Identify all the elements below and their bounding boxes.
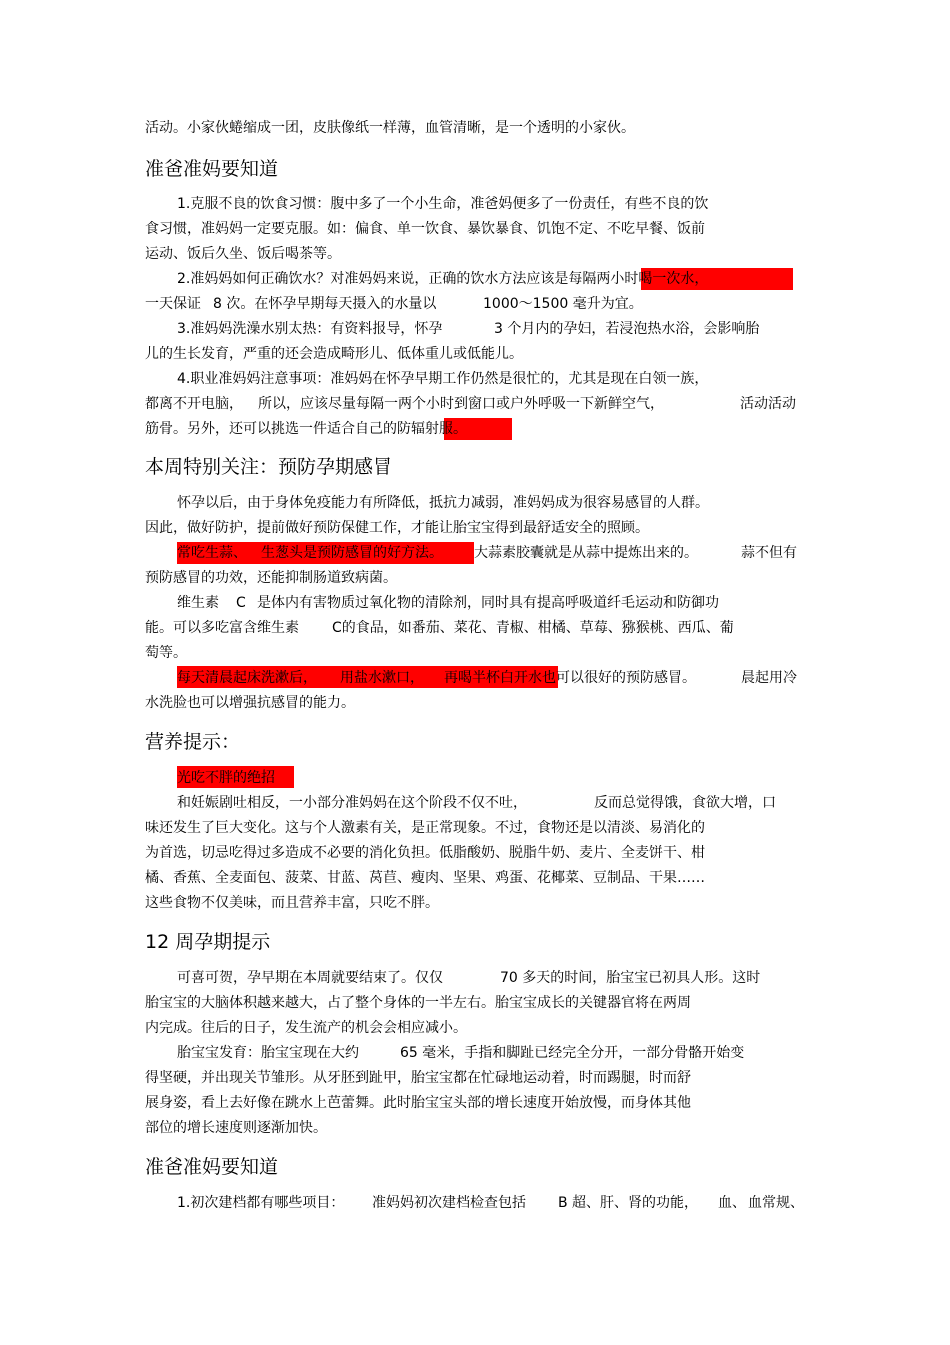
paragraph-line: 4.职业准妈妈注意事项：准妈妈在怀孕早期工作仍然是很忙的，尤其是现在白领一族， [177,371,709,387]
text-segment: 1.初次建档都有哪些项目： [177,1195,345,1211]
section-heading: 准爸准妈要知道 [145,158,279,180]
text-segment: 蒜不但有 [741,545,797,561]
paragraph-line: 预防感冒的功效，还能抑制肠道致病菌。 [145,570,397,586]
paragraph-line: 胎宝宝的大脑体积越来越大，占了整个身体的一半左右。胎宝宝成长的关键器官将在两周 [145,995,691,1011]
paragraph-line [0,295,950,313]
paragraph-line: 内完成。往后的日子，发生流产的机会会相应减小。 [145,1020,467,1036]
paragraph-line: 为首选，切忌吃得过多造成不必要的消化负担。低脂酸奶、脱脂牛奶、麦片、全麦饼干、柑 [145,845,705,861]
text-segment: 维生素 [177,595,219,611]
paragraph-line: 儿的生长发育，严重的还会造成畸形儿、低体重儿或低能儿。 [145,346,523,362]
text-segment: C [236,595,246,611]
paragraph-line: 光吃不胖的绝招 [177,770,275,786]
text-segment: 8 次。在怀孕早期每天摄入的水量以 [213,296,437,312]
text-segment: 所以，应该尽量每隔一两个小时到窗口或户外呼吸一下新鲜空气， [258,396,664,412]
text-segment: 准妈妈初次建档检查包括 [372,1195,526,1211]
section-heading: 12 周孕期提示 [145,931,271,953]
paragraph-line [0,669,950,687]
section-heading: 准爸准妈要知道 [145,1156,279,1178]
text-segment: 可喜可贺，孕早期在本周就要结束了。仅仅 [177,970,443,986]
paragraph-line: 食习惯，准妈妈一定要克服。如：偏食、单一饮食、暴饮暴食、饥饱不定、不吃早餐、饭前 [145,221,705,237]
section-heading: 营养提示： [145,731,241,753]
text-segment: 再喝半杯白开水也可以很好的预防感冒。 [444,670,696,686]
text-segment: 和妊娠剧吐相反，一小部分准妈妈在这个阶段不仅不吐， [177,795,527,811]
text-segment: 胎宝宝发育：胎宝宝现在大约 [177,1045,359,1061]
paragraph-line: 活动。小家伙蜷缩成一团，皮肤像纸一样薄，血管清晰，是一个透明的小家伙。 [145,120,635,136]
text-segment: 70 多天的时间，胎宝宝已初具人形。这时 [500,970,761,986]
paragraph-line: 因此，做好防护，提前做好预防保健工作，才能让胎宝宝得到最舒适安全的照顾。 [145,520,649,536]
paragraph-line [0,594,950,612]
text-segment: 血、 [718,1195,746,1211]
paragraph-line: 水洗脸也可以增强抗感冒的能力。 [145,695,355,711]
section-heading: 本周特别关注：预防孕期感冒 [145,456,393,478]
text-segment: 晨起用冷 [741,670,797,686]
paragraph-line: 怀孕以后，由于身体免疫能力有所降低，抵抗力减弱，准妈妈成为很容易感冒的人群。 [177,495,709,511]
text-segment: 一天保证 [145,296,201,312]
text-segment: 3.准妈妈洗澡水别太热：有资料报导，怀孕 [177,321,443,337]
text-segment: 用盐水漱口， [340,670,424,686]
paragraph-line: 展身姿，看上去好像在跳水上芭蕾舞。此时胎宝宝头部的增长速度开始放慢，而身体其他 [145,1095,691,1111]
paragraph-line: 2.准妈妈如何正确饮水？对准妈妈来说，正确的饮水方法应该是每隔两小时喝一次水， [177,271,709,287]
paragraph-line [0,544,950,562]
text-segment: 常吃生蒜、 [177,545,247,561]
paragraph-line: 部位的增长速度则逐渐加快。 [145,1120,327,1136]
paragraph-line: 这些食物不仅美味，而且营养丰富，只吃不胖。 [145,895,439,911]
paragraph-line [0,969,950,987]
paragraph-line: 萄等。 [145,645,187,661]
text-segment: 活动活动 [740,396,796,412]
paragraph-line: 1.克服不良的饮食习惯：腹中多了一个小生命，准爸妈便多了一份责任，有些不良的饮 [177,196,709,212]
paragraph-line: 得坚硬，并出现关节雏形。从牙胚到趾甲，胎宝宝都在忙碌地运动着，时而踢腿，时而舒 [145,1070,691,1086]
text-segment: B 超、肝、肾的功能， [558,1195,699,1211]
text-segment: C的食品，如番茄、菜花、青椒、柑橘、草莓、猕猴桃、西瓜、葡 [332,620,734,636]
text-segment: 3 个月内的孕妇，若浸泡热水浴，会影响胎 [494,321,760,337]
paragraph-line [0,1194,950,1212]
text-segment: 血常规、 [748,1195,804,1211]
text-segment: 反而总觉得饿，食欲大增，口 [594,795,776,811]
paragraph-line [0,395,950,413]
text-segment: 能。可以多吃富含维生素 [145,620,299,636]
paragraph-line [0,320,950,338]
paragraph-line: 味还发生了巨大变化。这与个人激素有关，是正常现象。不过，食物还是以清淡、易消化的 [145,820,705,836]
text-segment: 生葱头是预防感冒的好方法。 [261,545,443,561]
text-segment: 大蒜素胶囊就是从蒜中提炼出来的。 [474,545,698,561]
paragraph-line: 筋骨。另外，还可以挑选一件适合自己的防辐射服。 [145,421,467,437]
paragraph-line [0,619,950,637]
paragraph-line: 运动、饭后久坐、饭后喝茶等。 [145,246,341,262]
paragraph-line [0,1044,950,1062]
text-segment: 65 毫米，手指和脚趾已经完全分开，一部分骨骼开始变 [400,1045,745,1061]
text-segment: 是体内有害物质过氧化物的清除剂，同时具有提高呼吸道纤毛运动和防御功 [257,595,719,611]
text-segment: 每天清晨起床洗漱后， [177,670,317,686]
paragraph-line: 橘、香蕉、全麦面包、菠菜、甘蓝、莴苣、瘦肉、坚果、鸡蛋、花椰菜、豆制品、干果…… [145,870,705,886]
text-segment: 1000～1500 毫升为宜。 [483,296,643,312]
text-segment: 都离不开电脑， [145,396,243,412]
paragraph-line [0,794,950,812]
